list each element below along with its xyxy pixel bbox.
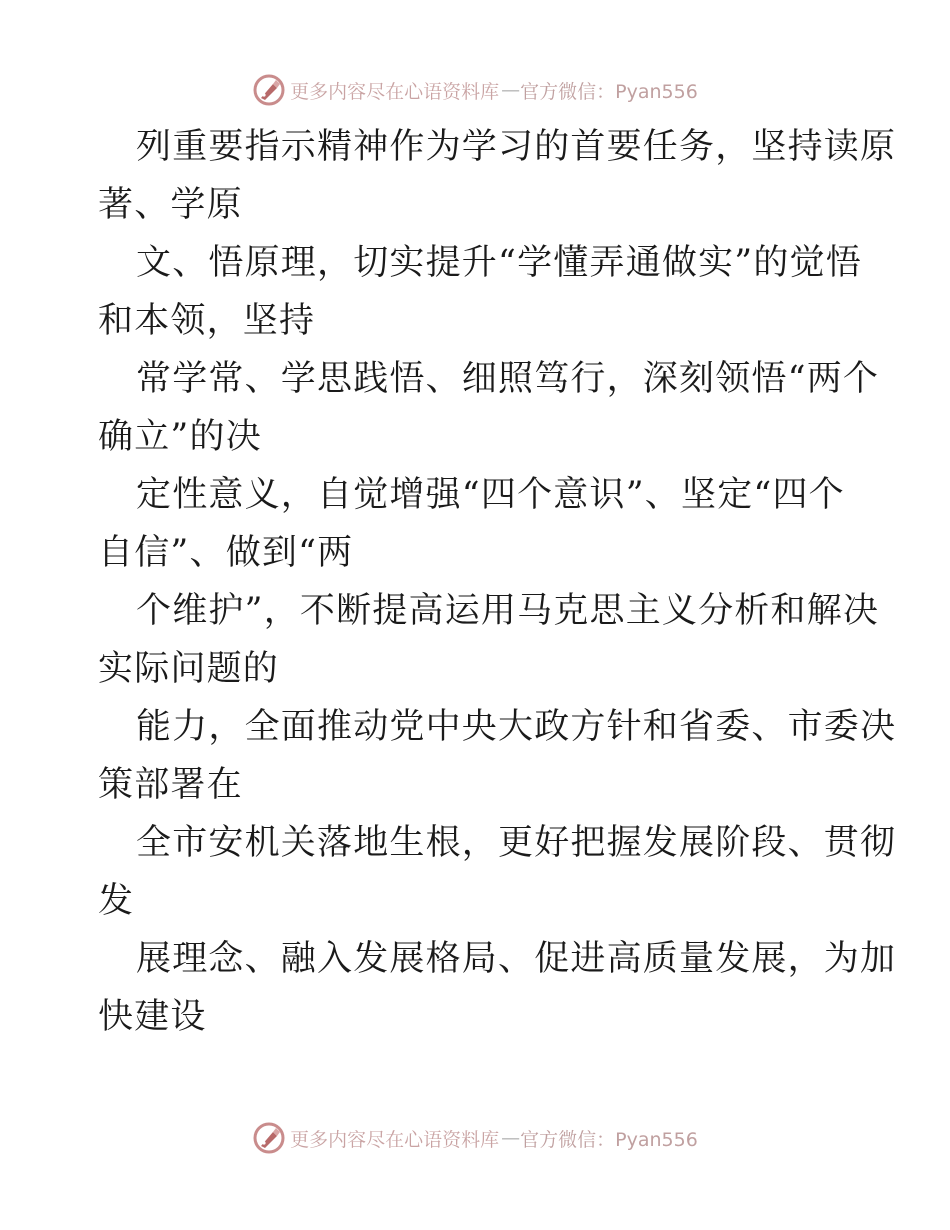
text-line: 文、悟原理，切实提升“学懂弄通做实”的觉悟: [136, 243, 862, 283]
pen-nib-logo-icon: [252, 1121, 286, 1155]
text-line: 定性意义，自觉增强“四个意识”、坚定“四个: [136, 475, 845, 515]
paragraph: [98, 234, 862, 350]
document-body: [98, 118, 897, 1046]
paragraph: [98, 118, 897, 234]
text-line: 能力，全面推动党中央大政方针和省委、市委决: [136, 707, 897, 747]
text-line: 列重要指示精神作为学习的首要任务，坚持读原: [136, 127, 897, 167]
paragraph: [98, 930, 897, 1046]
watermark-text: 更多内容尽在心语资料库: [290, 1128, 500, 1151]
text-line: 策部署在: [98, 765, 243, 805]
text-line: 自信”、做到“两: [98, 533, 354, 573]
watermark-separator: —: [501, 1127, 519, 1149]
watermark-contact: 官方微信：Pyan556: [520, 80, 698, 103]
footer-watermark: [0, 1118, 950, 1158]
text-line: 著、学原: [98, 185, 243, 225]
text-line: 和本领，坚持: [98, 301, 316, 341]
text-line: 个维护”，不断提高运用马克思主义分析和解决: [136, 591, 880, 631]
paragraph: [98, 582, 880, 698]
pen-nib-logo-icon: [252, 73, 286, 107]
watermark-contact: 官方微信：Pyan556: [520, 1128, 698, 1151]
watermark-text: 更多内容尽在心语资料库: [290, 80, 500, 103]
paragraph: [98, 466, 858, 582]
text-line: 实际问题的: [98, 649, 280, 689]
watermark-separator: —: [501, 79, 519, 101]
paragraph: [98, 350, 880, 466]
paragraph: [98, 814, 897, 930]
text-line: 常学常、学思践悟、细照笃行，深刻领悟“两个: [136, 359, 880, 399]
text-line: 确立”的决: [98, 417, 262, 457]
text-line: 发: [98, 881, 135, 921]
paragraph: [98, 698, 897, 814]
text-line: 展理念、融入发展格局、促进高质量发展，为加: [136, 939, 897, 979]
text-line: 全市安机关落地生根，更好把握发展阶段、贯彻: [136, 823, 897, 863]
header-watermark: [0, 70, 950, 110]
text-line: 快建设: [98, 997, 207, 1037]
